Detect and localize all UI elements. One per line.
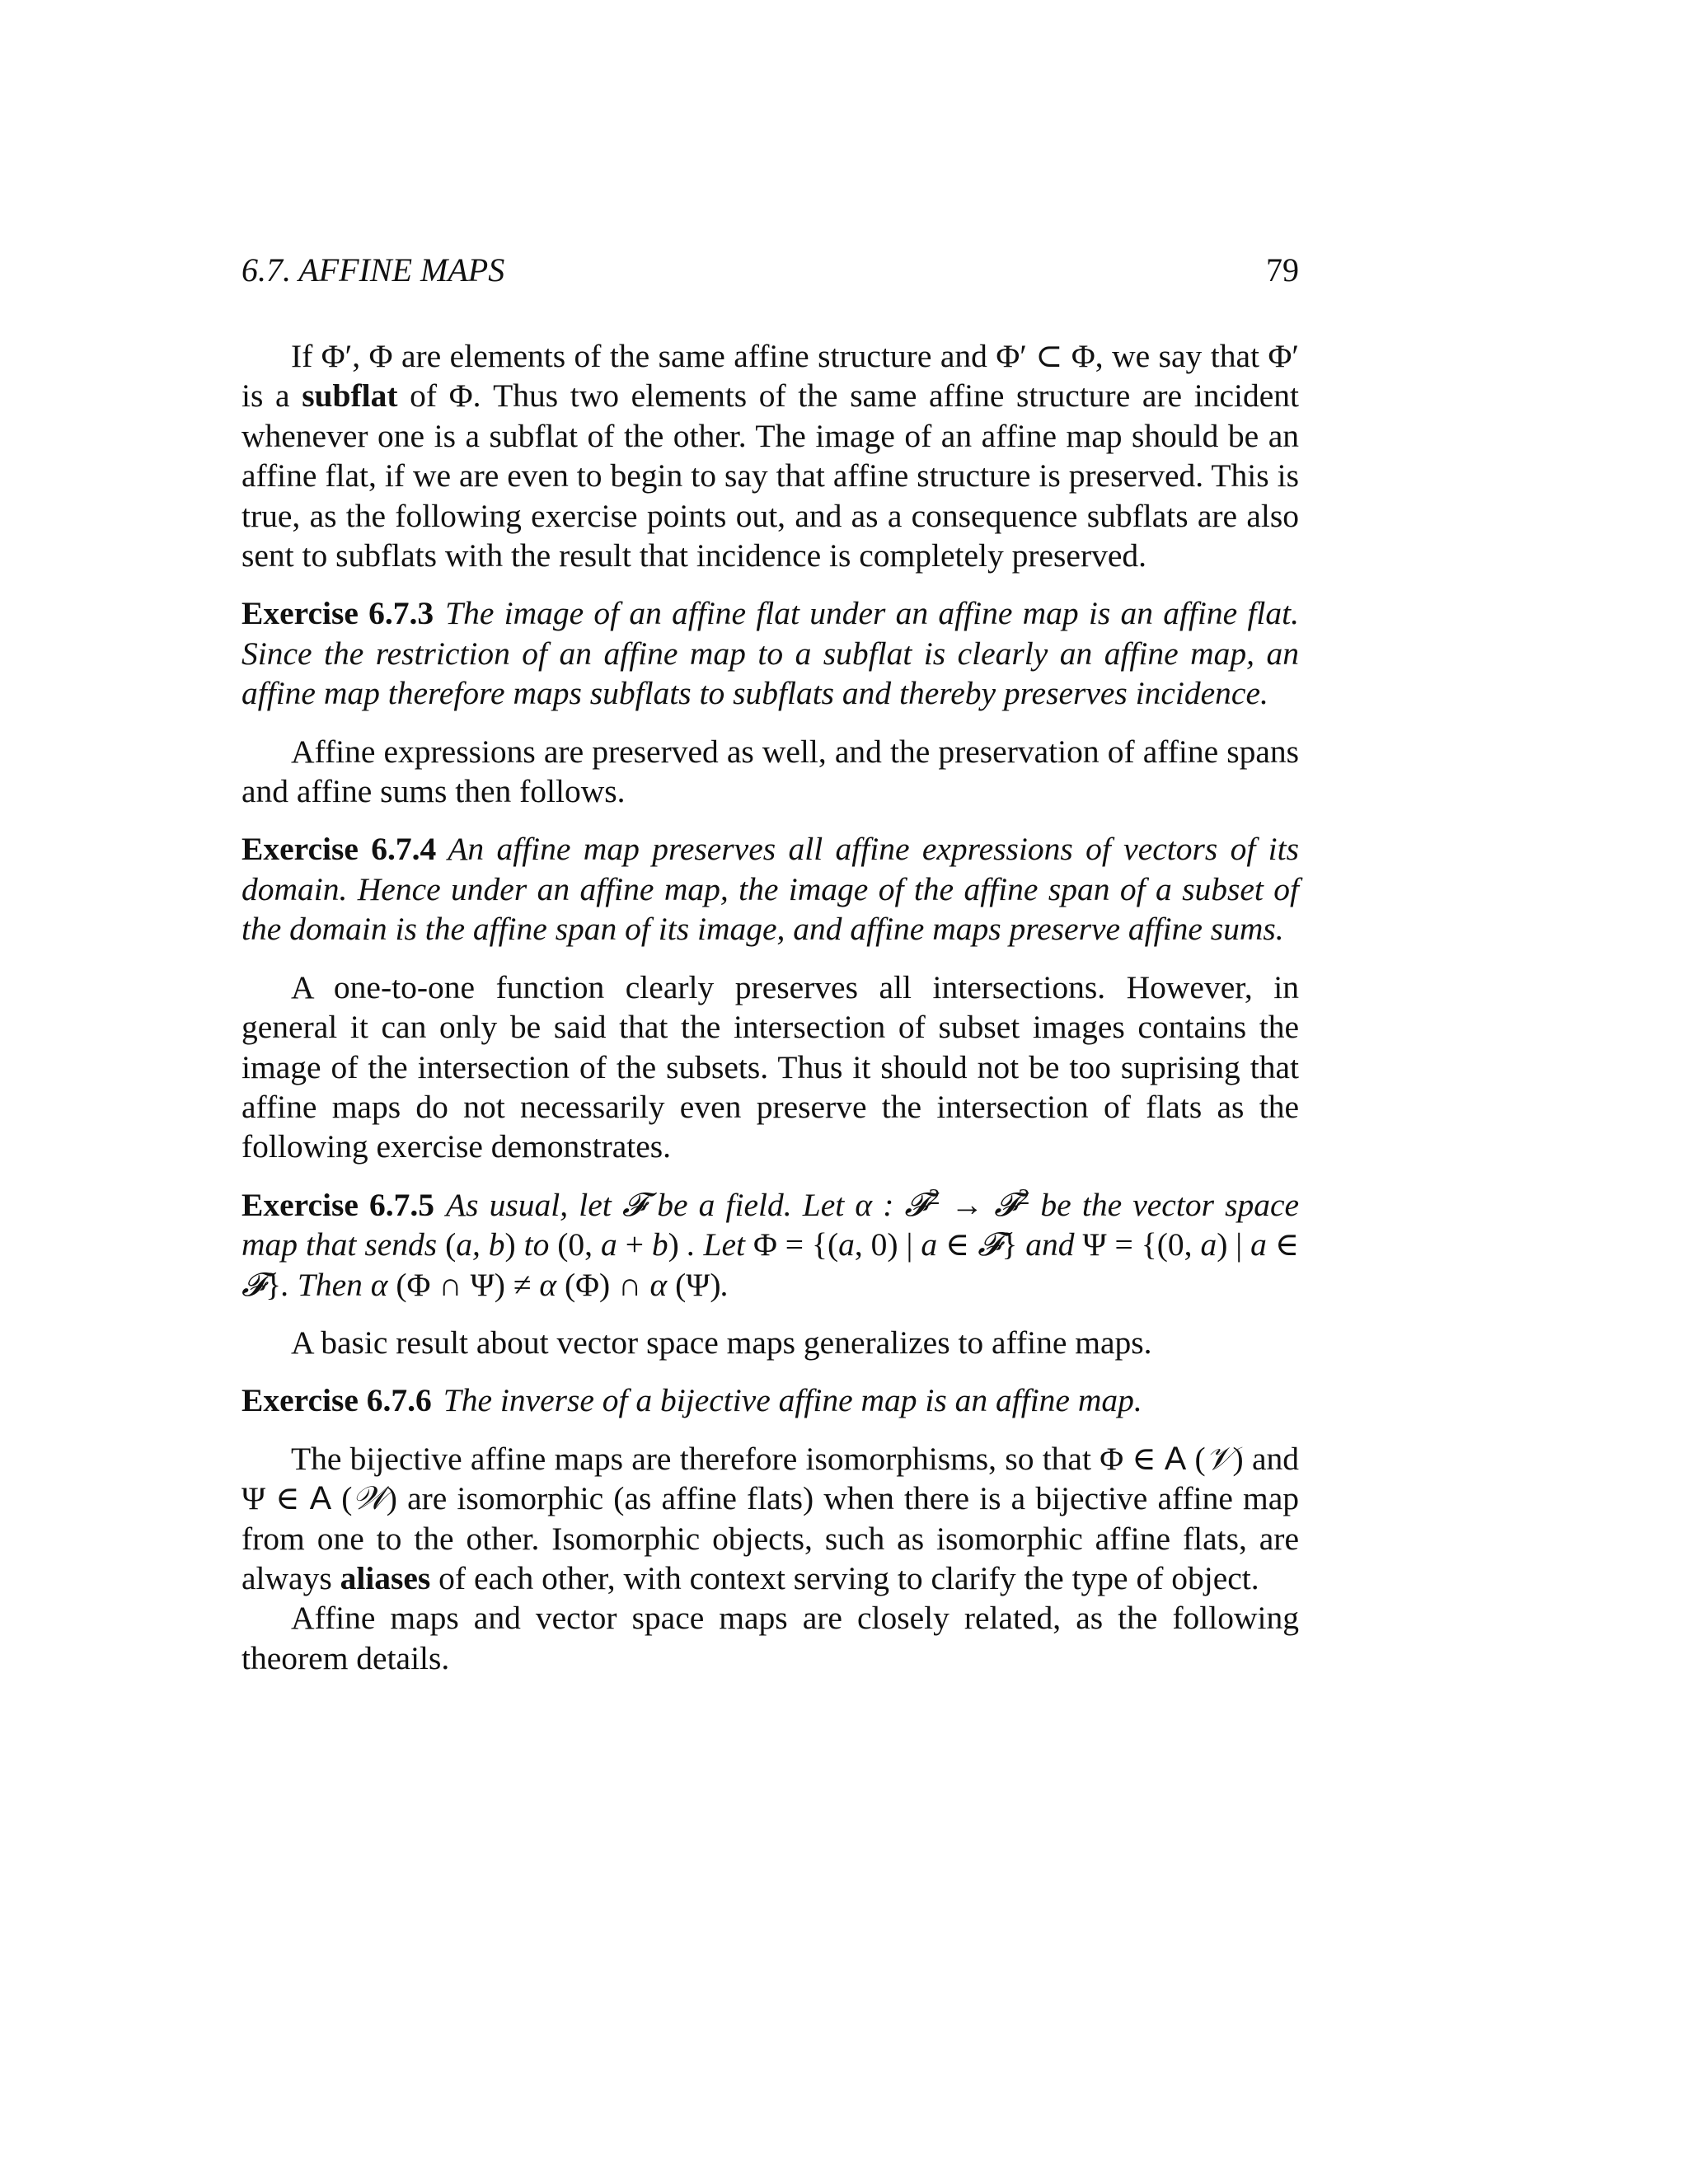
- exercise-label: Exercise 6.7.3: [241, 595, 434, 632]
- exercise-6-7-6: [241, 1380, 1299, 1420]
- exercise-body: An affine map preserves all affine expressions of vectors of its domain. Hence under an affine map, the image of the affine span of a subset of the domain is the affine span of its image, and affine maps preserve affine sums.: [241, 831, 1300, 948]
- exercise-6-7-4: [241, 829, 1299, 949]
- exercise-body: The image of an affine flat under an affine map is an affine flat. Since the restriction of an affine map to a subflat is clearly an affine map, an affine map therefore maps subflats to subflats and thereby preserves incidence.: [241, 595, 1299, 712]
- term-subflat: subflat: [302, 377, 398, 415]
- exercise-label: Exercise 6.7.4: [241, 831, 437, 868]
- paragraph-isomorphisms: The bijective affine maps are therefore isomorphisms, so that Φ ∈ A (𝒱) and Ψ ∈ A (𝒲) are isomorphic (as affine flats) when there is a bijective affine map from one to the other. Isomorphic objects, such as isomorphic affine flats, are always aliases of each other, with context serving to clarify the type of object.: [241, 1439, 1300, 1596]
- exercise-label: Exercise 6.7.5: [241, 1186, 434, 1223]
- paragraph-closing: Affine maps and vector space maps are closely related, as the following theorem details.: [241, 1600, 1299, 1676]
- paragraph-intersections: A one-to-one function clearly preserves all intersections. However, in general it can only be said that the intersection of subset images contains the image of the intersection of the subsets. Thus it should not be too suprising that affine maps do not necessarily even preserve the intersection of flats as the following exercise demonstrates.: [241, 968, 1299, 1165]
- exercise-6-7-5: Exercise 6.7.5 As usual, let 𝓕 be a field. Let α : 𝓕$^2$ → 𝓕$^2$ be the vector space map that sends (a, b) to (0, a + b) . Let Φ = {(a, 0) | a ∈ 𝓕} and Ψ = {(0, a) | a ∈ 𝓕}. Then α (Φ ∩ Ψ) ≠ α (Φ) ∩ α (Ψ).: [241, 1183, 1300, 1304]
- exercise-label: Exercise 6.7.6: [241, 1382, 432, 1419]
- running-head: 6.7. AFFINE MAPS: [241, 251, 505, 288]
- term-aliases: aliases: [340, 1559, 431, 1596]
- paragraph-affine-expressions: Affine expressions are preserved as well, and the preservation of affine spans and affine sums then follows.: [241, 733, 1299, 810]
- exercise-body: The inverse of a bijective affine map is an affine map.: [443, 1382, 1142, 1419]
- exercise-6-7-3: [241, 593, 1299, 713]
- page-number: 79: [1266, 251, 1299, 288]
- page-header: [241, 249, 1299, 292]
- paragraph-basic-result: A basic result about vector space maps generalizes to affine maps.: [291, 1324, 1152, 1361]
- page-body: [241, 336, 1299, 1678]
- paragraph-subflat-definition: If Φ′, Φ are elements of the same affine structure and Φ′ ⊂ Φ, we say that Φ′ is a subflat of Φ. Thus two elements of the same affine structure are incident whenever one is a subflat of the other. The image of an affine map should be an affine flat, if we are even to begin to say that affine structure is preserved. This is true, as the following exercise points out, and as a consequence subflats are also sent to subflats with the result that incidence is completely preserved.: [241, 338, 1299, 574]
